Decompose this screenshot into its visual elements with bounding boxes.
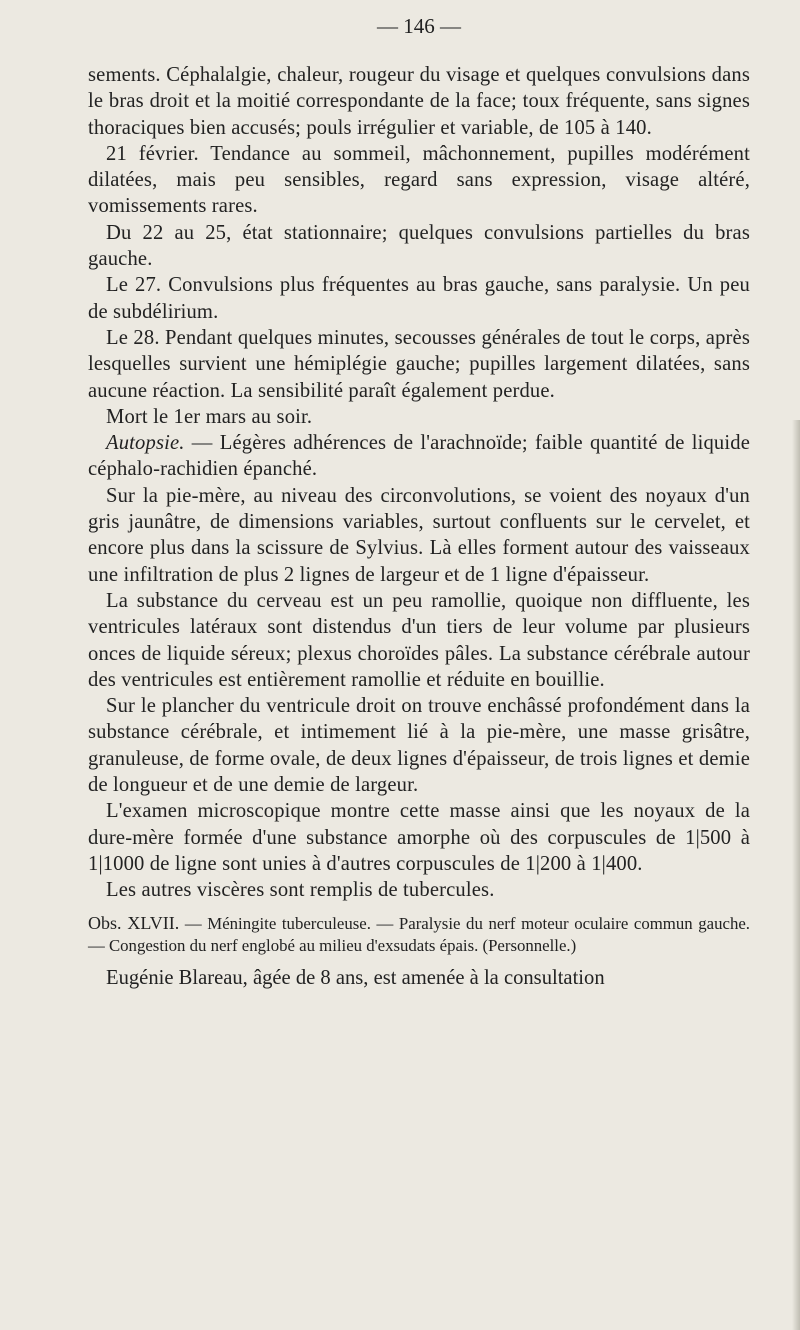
observation-text: — Méningite tuberculeuse. — Paralysie du nerf moteur oculaire commun gauche. — Congestion du nerf englobé au milieu d'exsudats épais. (Personnelle.) <box>88 913 750 955</box>
paragraph: Mort le 1er mars au soir. <box>106 405 313 428</box>
final-text <box>88 965 750 991</box>
autopsie-label: Autopsie. <box>106 432 185 455</box>
paragraph: Le 27. Convulsions plus fréquentes au bras gauche, sans paralysie. Un peu de subdélirium. <box>88 274 750 323</box>
paragraph: Du 22 au 25, état stationnaire; quelques convulsions partielles du bras gauche. <box>88 221 750 271</box>
body-text <box>88 62 750 904</box>
paragraph: Eugénie Blareau, âgée de 8 ans, est amenée à la consultation <box>106 966 605 989</box>
paragraph: 21 février. Tendance au sommeil, mâchonnement, pupilles modérément dilatées, mais peu sensibles, regard sans expression, visage altéré, vomissements rares. <box>88 142 750 218</box>
page-number: — 146 — <box>377 14 461 38</box>
page-edge-shadow <box>792 420 800 1330</box>
paragraph-autopsie: Autopsie. — Légères adhérences de l'arachnoïde; faible quantité de liquide céphalo-rachidien épanché. <box>88 432 750 481</box>
paragraph: L'examen microscopique montre cette masse ainsi que les noyaux de la dure-mère formée d'une substance amorphe où des corpuscules de 1|500 à 1|1000 de ligne sont unies à d'autres corpuscules de 1|200 à 1|400. <box>88 800 750 875</box>
paragraph: Les autres viscères sont remplis de tubercules. <box>106 879 495 902</box>
paragraph: Le 28. Pendant quelques minutes, secousses générales de tout le corps, après lesquelles survient une hémiplégie gauche; pupilles largement dilatées, sans aucune réaction. La sensibilité paraît également perdue. <box>88 326 750 402</box>
paragraph: sements. Céphalalgie, chaleur, rougeur du visage et quelques convulsions dans le bras droit et la moitié correspondante de la face; toux fréquente, sans signes thoraciques bien accusés; pouls irrégulier et variable, de 105 à 140. <box>88 64 750 139</box>
observation-heading <box>88 912 750 957</box>
paragraph: La substance du cerveau est un peu ramollie, quoique non diffluente, les ventricules latéraux sont distendus d'un tiers de leur volume par plusieurs onces de liquide séreux; plexus choroïdes pâles. La substance cérébrale autour des ventricules est entièrement ramollie et réduite en bouillie. <box>88 589 750 691</box>
paragraph: Sur la pie-mère, au niveau des circonvolutions, se voient des noyaux d'un gris jaunâtre, de dimensions variables, surtout confluents sur le cervelet, et encore plus dans la scissure de Sylvius. Là elles forment autour des vaisseaux une infiltration de plus 2 lignes de largeur et de 1 ligne d'épaisseur. <box>88 484 750 586</box>
paragraph: Sur le plancher du ventricule droit on trouve enchâssé profondément dans la substance cérébrale, et intimement lié à la pie-mère, une masse grisâtre, granuleuse, de forme ovale, de deux lignes d'épaisseur, de trois lignes et demie de longueur et de une demie de largeur. <box>88 695 750 797</box>
observation-label: Obs. XLVII. <box>88 912 180 933</box>
